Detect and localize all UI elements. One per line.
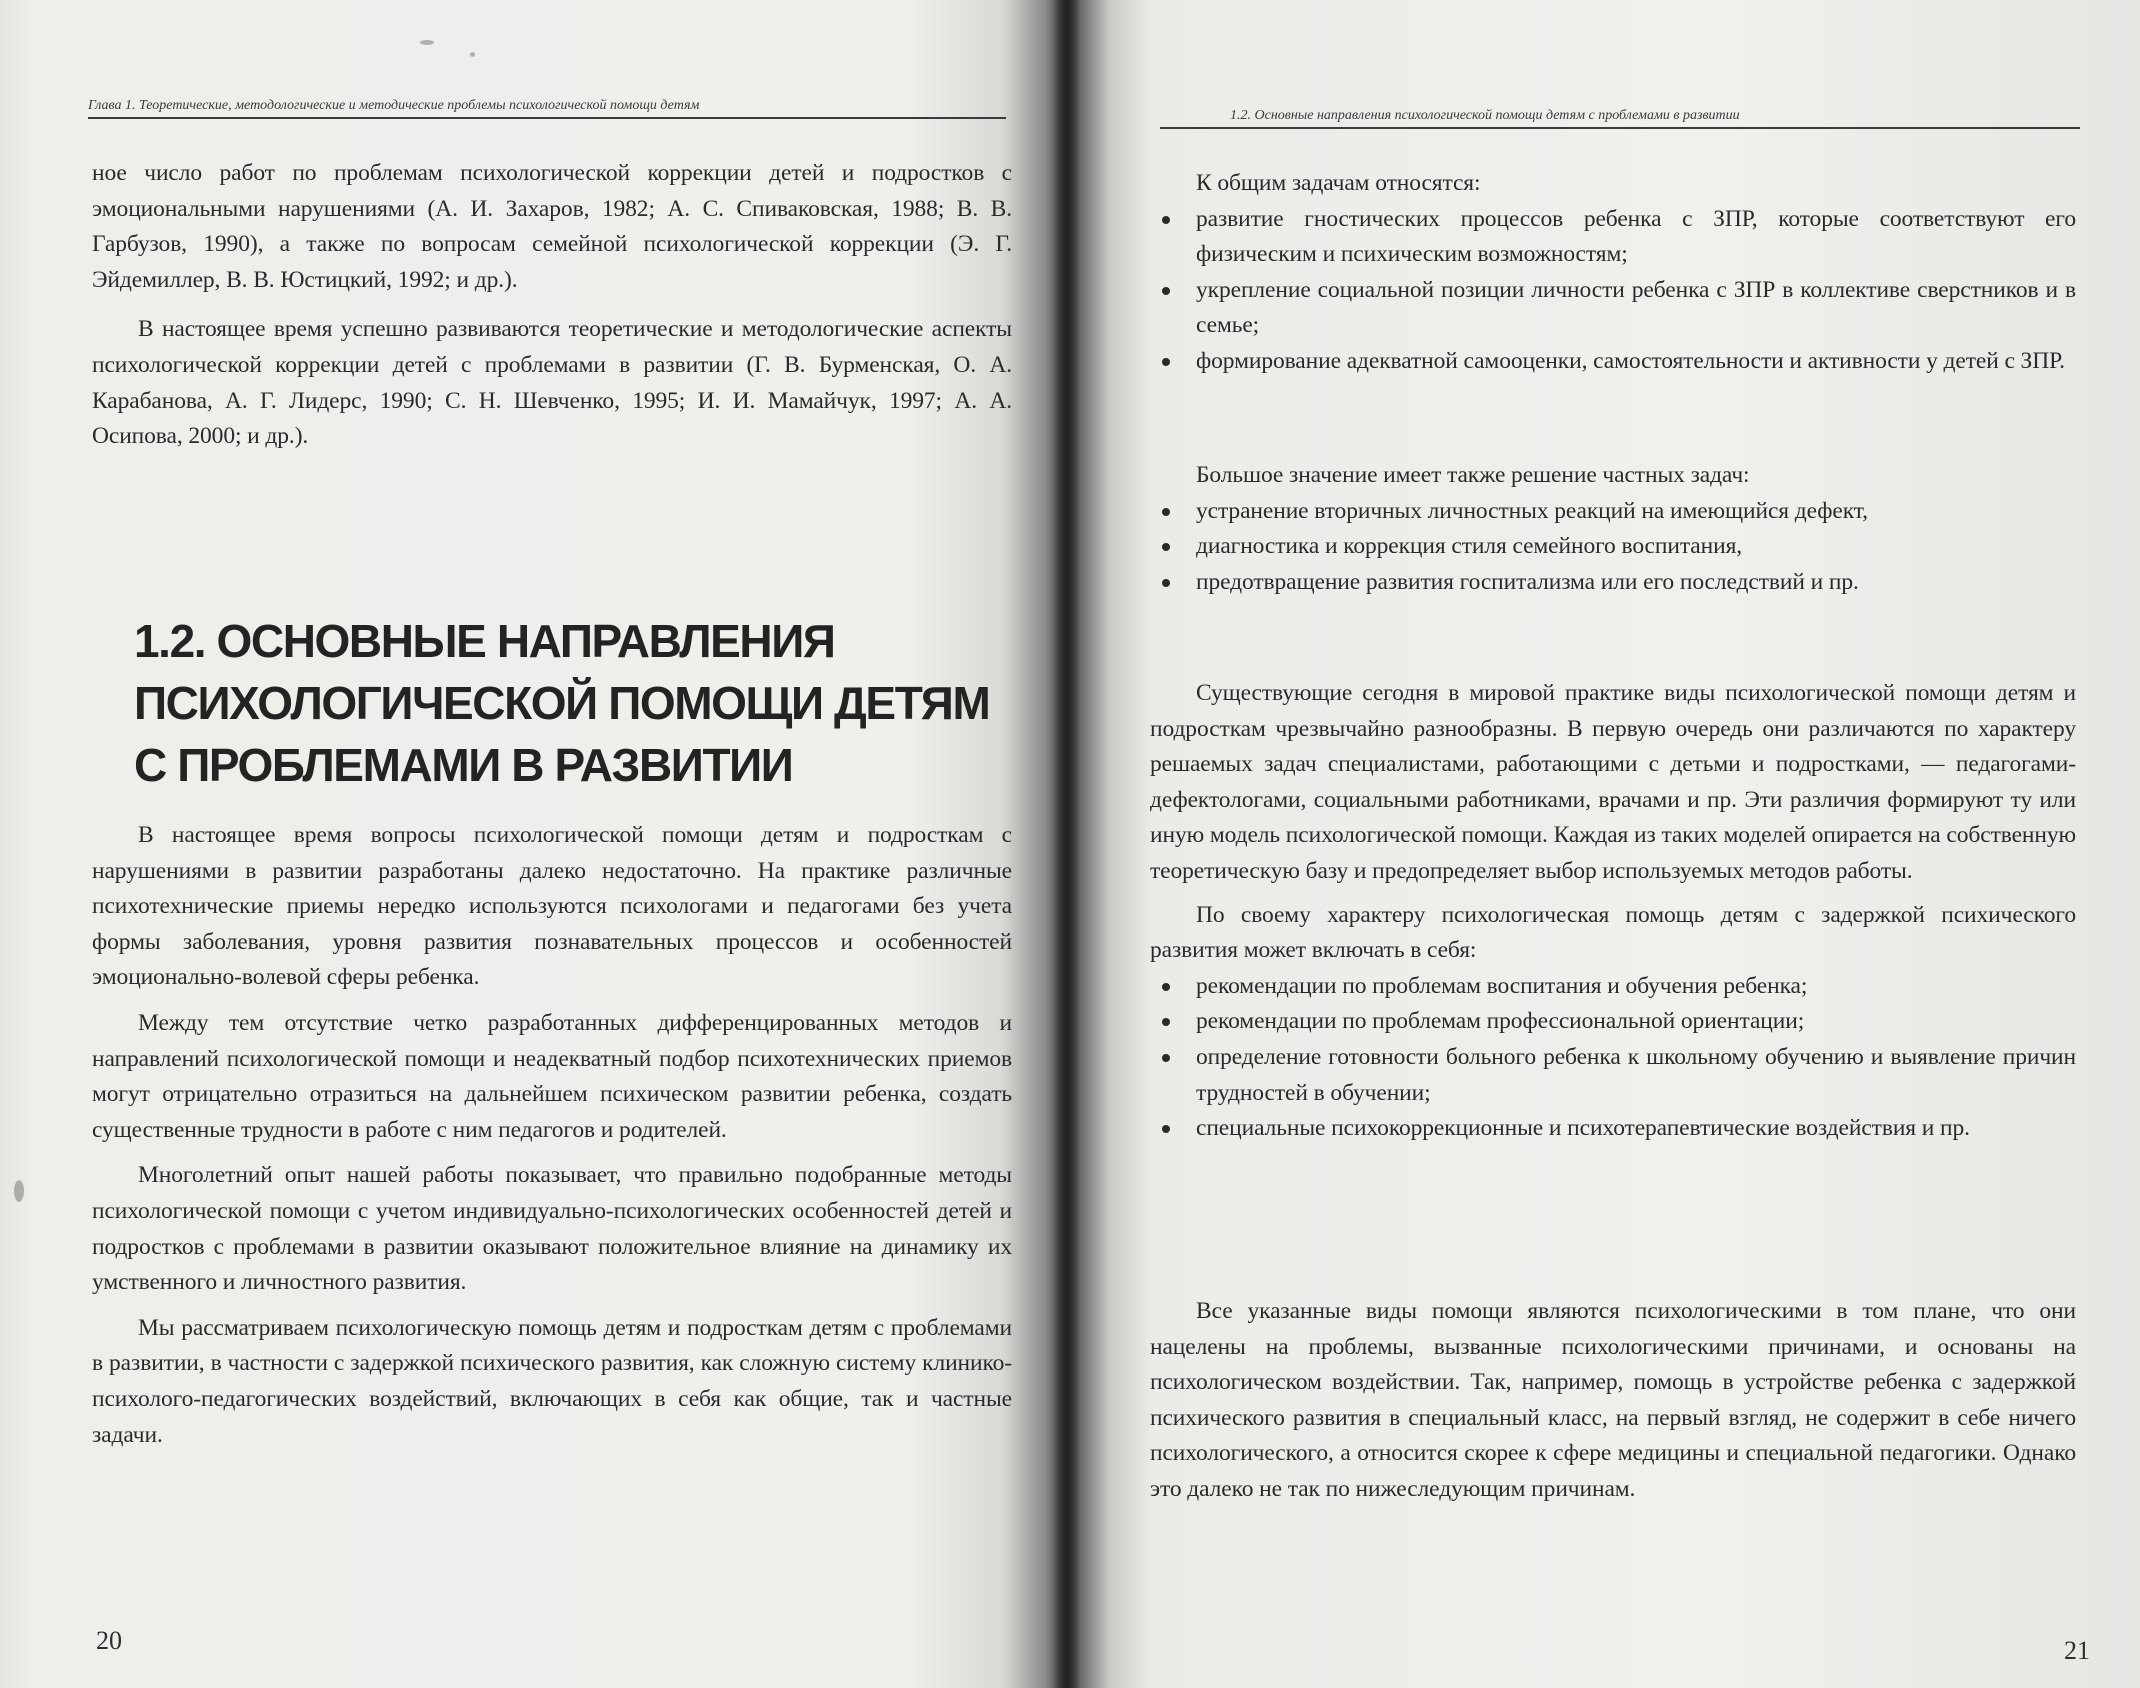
help-intro: По своему характеру психологическая помощь детям с задержкой психического развития может включать в себя: — [1150, 901, 2076, 964]
bullet-icon — [1162, 287, 1170, 295]
left-intro-text — [92, 156, 1012, 455]
bullet-icon — [1162, 1018, 1170, 1026]
list-item-text: устранение вторичных личностных реакций на имеющийся дефект, — [1196, 497, 1868, 524]
list-item — [1150, 565, 2076, 601]
left-body-paragraph-4: Мы рассматриваем психологическую помощь детям и подросткам детям с проблемами в развитии, в частности с задержкой психического развития, как сложную систему клинико-психолого-педагогических воздействий, включающих в себя как общие, так и частные задачи. — [92, 1314, 1012, 1448]
left-body-paragraph-1: В настоящее время вопросы психологической помощи детям и подросткам с нарушениями в развитии разработаны далеко недостаточно. На практике различные психотехнические приемы нередко используются психологами и педагогами без учета формы заболевания, уровня развития познавательных процессов и особенностей эмоционально-волевой сферы ребенка. — [92, 822, 1012, 991]
scan-smudge — [470, 52, 475, 57]
right-running-head: 1.2. Основные направления психологической помощи детям с проблемами в развитии — [1160, 108, 2080, 129]
general-tasks-intro: К общим задачам относятся: — [1196, 170, 1481, 196]
right-general-tasks — [1150, 166, 2076, 380]
bullet-icon — [1162, 579, 1170, 587]
list-item-text: рекомендации по проблемам воспитания и обучения ребенка; — [1196, 972, 1808, 999]
scan-smudge — [14, 1180, 24, 1202]
list-item-text: специальные психокоррекционные и психотерапевтические воздействия и пр. — [1196, 1115, 1970, 1142]
final-paragraph: Все указанные виды помощи являются психологическими в том плане, что они нацелены на проблемы, вызванные психологическими причинами, и основаны на психологическом воздействии. Так, например, помощь в устройстве ребенка с задержкой психического развития в специальный класс, на первый взгляд, не содержит в себе ничего психологического, а относится скорее к сфере медицины и специальной педагогики. Однако это далеко не так по нижеследующим причинам. — [1150, 1298, 2076, 1502]
list-item-text: формирование адекватной самооценки, самостоятельности и активности у детей с ЗПР. — [1196, 347, 2065, 374]
bullet-icon — [1162, 543, 1170, 551]
right-final-text — [1150, 1294, 2076, 1508]
left-body-paragraph-3: Многолетний опыт нашей работы показывает, что правильно подобранные методы психологической помощи с учетом индивидуально-психологических особенностей детей и подростков с проблемами в развитии оказывают положительное влияние на динамику их умственного и личностного развития. — [92, 1162, 1012, 1296]
list-item — [1150, 1111, 2076, 1147]
left-page-number: 20 — [96, 1626, 122, 1655]
left-running-head: Глава 1. Теоретические, методологические и методические проблемы психологической помощи детям — [88, 98, 1006, 119]
specific-tasks-intro: Большое значение имеет также решение частных задач: — [1196, 462, 1750, 488]
section-heading-line-2: ПСИХОЛОГИЧЕСКОЙ ПОМОЩИ ДЕТЯМ — [134, 677, 990, 729]
bullet-icon — [1162, 358, 1170, 366]
specific-tasks-list — [1150, 494, 2076, 601]
right-page — [1066, 0, 2140, 1688]
list-item-text: определение готовности больного ребенка к школьному обучению и выявление причин трудностей в обучении; — [1196, 1043, 2076, 1106]
list-item-text: развитие гностических процессов ребенка с ЗПР, которые соответствуют его физическим и психическим возможностям; — [1196, 205, 2076, 268]
bullet-icon — [1162, 216, 1170, 224]
list-item — [1150, 1004, 2076, 1040]
list-item — [1150, 202, 2076, 273]
section-heading-line-3: С ПРОБЛЕМАМИ В РАЗВИТИИ — [134, 739, 793, 791]
list-item-text: укрепление социальной позиции личности ребенка с ЗПР в коллективе сверстников и в семье; — [1196, 276, 2076, 339]
right-specific-tasks — [1150, 458, 2076, 600]
list-item-text: рекомендации по проблемам профессиональной ориентации; — [1196, 1008, 1805, 1035]
section-heading — [134, 610, 990, 796]
left-body-text — [92, 818, 1012, 1453]
list-item — [1150, 969, 2076, 1005]
right-types-text — [1150, 676, 2076, 1147]
types-paragraph: Существующие сегодня в мировой практике виды психологической помощи детям и подросткам чрезвычайно разнообразны. В первую очередь они различаются по характеру решаемых задач специалистами, работающими с детьми и подростками, — педагогами-дефектологами, социальными работниками, врачами и пр. Эти различия формируют ту или иную модель психологической помощи. Каждая из таких моделей опирается на собственную теоретическую базу и предопределяет выбор используемых методов работы. — [1150, 680, 2076, 884]
general-tasks-list — [1150, 202, 2076, 380]
left-page — [0, 0, 1066, 1688]
bullet-icon — [1162, 983, 1170, 991]
list-item-text: предотвращение развития госпитализма или его последствий и пр. — [1196, 568, 1859, 595]
bullet-icon — [1162, 1125, 1170, 1133]
right-page-number: 21 — [2064, 1636, 2090, 1665]
help-items-list — [1150, 969, 2076, 1147]
list-item-text: диагностика и коррекция стиля семейного воспитания, — [1196, 533, 1743, 560]
bullet-icon — [1162, 508, 1170, 516]
list-item — [1150, 273, 2076, 344]
bullet-icon — [1162, 1054, 1170, 1062]
list-item — [1150, 344, 2076, 380]
left-body-paragraph-2: Между тем отсутствие четко разработанных дифференцированных методов и направлений психологической помощи и неадекватный подбор психотехнических приемов могут отрицательно отразиться на дальнейшем психическом развитии ребенка, создать существенные трудности в работе с ним педагогов и родителей. — [92, 1009, 1012, 1143]
left-intro-paragraph-2: В настоящее время успешно развиваются теоретические и методологические аспекты психологической коррекции детей с проблемами в развитии (Г. В. Бурменская, О. А. Карабанова, А. Г. Лидерс, 1990; С. Н. Шевченко, 1995; И. И. Мамайчук, 1997; А. А. Осипова, 2000; и др.). — [92, 316, 1012, 450]
section-heading-line-1: 1.2. ОСНОВНЫЕ НАПРАВЛЕНИЯ — [134, 615, 835, 667]
left-intro-paragraph-1: ное число работ по проблемам психологической коррекции детей и подростков с эмоциональными нарушениями (А. И. Захаров, 1982; А. С. Спиваковская, 1988; В. В. Гарбузов, 1990), а также по вопросам семейной психологической коррекции (Э. Г. Эйдемиллер, В. В. Юстицкий, 1992; и др.). — [92, 160, 1012, 293]
scan-smudge — [420, 40, 434, 45]
list-item — [1150, 1040, 2076, 1111]
list-item — [1150, 494, 2076, 530]
list-item — [1150, 529, 2076, 565]
